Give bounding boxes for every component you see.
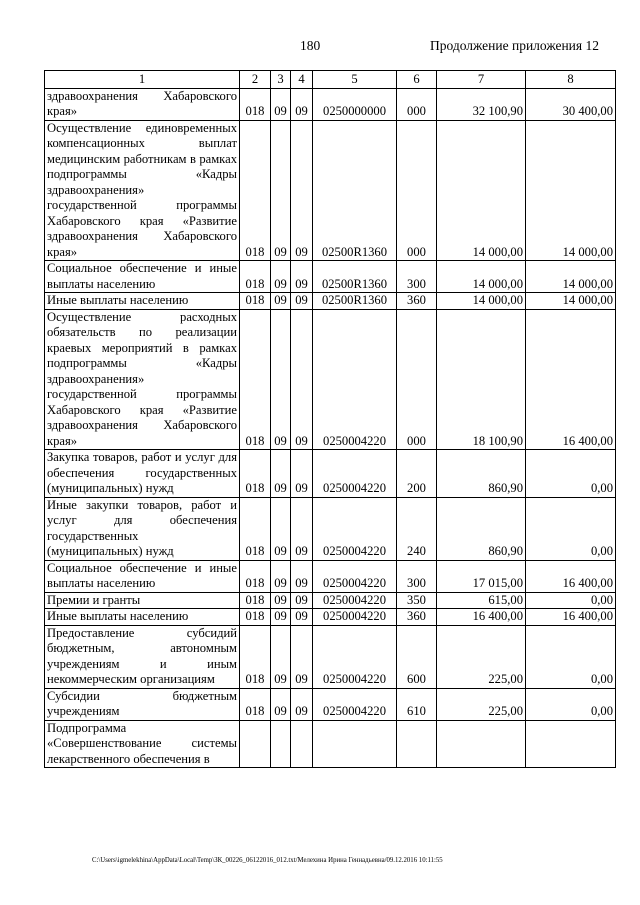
row-name-cell: Социальное обеспечение и иные выплаты населению xyxy=(45,560,240,592)
table-row xyxy=(45,293,616,310)
ministry-code-cell: 018 xyxy=(240,120,271,261)
section-code-cell: 09 xyxy=(271,609,291,626)
ministry-code-cell: 018 xyxy=(240,309,271,450)
subsection-code-cell: 09 xyxy=(291,120,313,261)
subsection-code-cell: 09 xyxy=(291,450,313,498)
amount-cell-col8: 0,00 xyxy=(526,450,616,498)
target-article-cell: 0250004220 xyxy=(313,450,397,498)
row-name-cell: Субсидии бюджетным учреждениям xyxy=(45,688,240,720)
row-name-cell: Иные закупки товаров, работ и услуг для обеспечения государственных (муниципальных) нужд xyxy=(45,497,240,560)
row-name-cell: Премии и гранты xyxy=(45,592,240,609)
subsection-code-cell: 09 xyxy=(291,88,313,120)
target-article-cell: 02500R1360 xyxy=(313,120,397,261)
footer-file-path: C:\Users\igmelekhina\AppData\Local\Temp\ЗК_00226_06122016_012.txt/Мелехина Ирина Геннадьевна/09.12.2016 10:11:55 xyxy=(92,857,443,864)
target-article-cell: 02500R1360 xyxy=(313,293,397,310)
appendix-continuation-label: Продолжение приложения 12 xyxy=(429,38,599,53)
amount-cell-col7: 32 100,90 xyxy=(437,88,526,120)
amount-cell-col7: 225,00 xyxy=(437,688,526,720)
row-name-cell: Закупка товаров, работ и услуг для обеспечения государственных (муниципальных) нужд xyxy=(45,450,240,498)
budget-table xyxy=(44,70,616,768)
row-name-cell: Осуществление единовременных компенсационных выплат медицинским работникам в рамках подпрограммы «Кадры здравоохранения» государственной программы Хабаровского края «Развитие здравоохранения Хабаровского края» xyxy=(45,120,240,261)
target-article-cell: 02500R1360 xyxy=(313,261,397,293)
section-code-cell: 09 xyxy=(271,450,291,498)
table-body xyxy=(45,88,616,768)
table-row xyxy=(45,592,616,609)
page-number: 180 xyxy=(300,38,321,53)
section-code-cell: 09 xyxy=(271,688,291,720)
expense-type-cell: 350 xyxy=(397,592,437,609)
amount-cell-col7: 225,00 xyxy=(437,625,526,688)
amount-cell-col8: 0,00 xyxy=(526,688,616,720)
ministry-code-cell: 018 xyxy=(240,609,271,626)
subsection-code-cell: 09 xyxy=(291,261,313,293)
column-header: 5 xyxy=(313,71,397,89)
expense-type-cell: 300 xyxy=(397,261,437,293)
ministry-code-cell: 018 xyxy=(240,688,271,720)
section-code-cell: 09 xyxy=(271,560,291,592)
column-header: 3 xyxy=(271,71,291,89)
column-header: 1 xyxy=(45,71,240,89)
row-name-cell: Социальное обеспечение и иные выплаты населению xyxy=(45,261,240,293)
table-header-row xyxy=(45,71,616,89)
section-code-cell: 09 xyxy=(271,592,291,609)
amount-cell-col8: 30 400,00 xyxy=(526,88,616,120)
row-name-cell: Осуществление расходных обязательств по реализации краевых мероприятий в рамках подпрограммы «Кадры здравоохранения» государственной программы Хабаровского края «Развитие здравоохранения Хабаровского края» xyxy=(45,309,240,450)
subsection-code-cell: 09 xyxy=(291,688,313,720)
amount-cell-col7: 16 400,00 xyxy=(437,609,526,626)
target-article-cell: 0250000000 xyxy=(313,88,397,120)
amount-cell-col8: 0,00 xyxy=(526,497,616,560)
subsection-code-cell: 09 xyxy=(291,592,313,609)
ministry-code-cell xyxy=(240,720,271,768)
amount-cell-col8: 0,00 xyxy=(526,592,616,609)
table-row xyxy=(45,261,616,293)
subsection-code-cell: 09 xyxy=(291,560,313,592)
amount-cell-col8 xyxy=(526,720,616,768)
table-row xyxy=(45,720,616,768)
ministry-code-cell: 018 xyxy=(240,497,271,560)
table-row xyxy=(45,688,616,720)
expense-type-cell: 300 xyxy=(397,560,437,592)
subsection-code-cell: 09 xyxy=(291,309,313,450)
ministry-code-cell: 018 xyxy=(240,592,271,609)
section-code-cell: 09 xyxy=(271,625,291,688)
section-code-cell: 09 xyxy=(271,293,291,310)
subsection-code-cell: 09 xyxy=(291,497,313,560)
row-name-cell: Иные выплаты населению xyxy=(45,609,240,626)
row-name-cell: Предоставление субсидий бюджетным, автономным учреждениям и иным некоммерческим организациям xyxy=(45,625,240,688)
amount-cell-col8: 14 000,00 xyxy=(526,293,616,310)
expense-type-cell: 000 xyxy=(397,120,437,261)
table-row xyxy=(45,560,616,592)
ministry-code-cell: 018 xyxy=(240,88,271,120)
expense-type-cell: 600 xyxy=(397,625,437,688)
expense-type-cell: 610 xyxy=(397,688,437,720)
expense-type-cell: 000 xyxy=(397,88,437,120)
expense-type-cell: 240 xyxy=(397,497,437,560)
amount-cell-col8: 0,00 xyxy=(526,625,616,688)
expense-type-cell: 360 xyxy=(397,609,437,626)
target-article-cell: 0250004220 xyxy=(313,609,397,626)
row-name-cell: здравоохранения Хабаровского края» xyxy=(45,88,240,120)
amount-cell-col7: 14 000,00 xyxy=(437,120,526,261)
expense-type-cell: 360 xyxy=(397,293,437,310)
target-article-cell: 0250004220 xyxy=(313,309,397,450)
section-code-cell: 09 xyxy=(271,309,291,450)
amount-cell-col8: 14 000,00 xyxy=(526,120,616,261)
table-row xyxy=(45,450,616,498)
amount-cell-col7: 860,90 xyxy=(437,497,526,560)
target-article-cell xyxy=(313,720,397,768)
expense-type-cell xyxy=(397,720,437,768)
amount-cell-col7: 18 100,90 xyxy=(437,309,526,450)
amount-cell-col7: 615,00 xyxy=(437,592,526,609)
table-row xyxy=(45,120,616,261)
row-name-cell: Подпрограмма «Совершенствование системы лекарственного обеспечения в xyxy=(45,720,240,768)
table-row xyxy=(45,309,616,450)
target-article-cell: 0250004220 xyxy=(313,592,397,609)
amount-cell-col8: 16 400,00 xyxy=(526,560,616,592)
section-code-cell xyxy=(271,720,291,768)
ministry-code-cell: 018 xyxy=(240,261,271,293)
ministry-code-cell: 018 xyxy=(240,560,271,592)
column-header: 6 xyxy=(397,71,437,89)
section-code-cell: 09 xyxy=(271,497,291,560)
table-row xyxy=(45,609,616,626)
subsection-code-cell: 09 xyxy=(291,293,313,310)
table-row xyxy=(45,497,616,560)
amount-cell-col7: 14 000,00 xyxy=(437,293,526,310)
amount-cell-col8: 16 400,00 xyxy=(526,309,616,450)
target-article-cell: 0250004220 xyxy=(313,560,397,592)
target-article-cell: 0250004220 xyxy=(313,688,397,720)
column-header: 2 xyxy=(240,71,271,89)
section-code-cell: 09 xyxy=(271,88,291,120)
section-code-cell: 09 xyxy=(271,261,291,293)
subsection-code-cell xyxy=(291,720,313,768)
amount-cell-col8: 16 400,00 xyxy=(526,609,616,626)
column-header: 7 xyxy=(437,71,526,89)
ministry-code-cell: 018 xyxy=(240,450,271,498)
table-row xyxy=(45,88,616,120)
amount-cell-col7: 14 000,00 xyxy=(437,261,526,293)
subsection-code-cell: 09 xyxy=(291,625,313,688)
subsection-code-cell: 09 xyxy=(291,609,313,626)
amount-cell-col7: 860,90 xyxy=(437,450,526,498)
expense-type-cell: 000 xyxy=(397,309,437,450)
target-article-cell: 0250004220 xyxy=(313,497,397,560)
ministry-code-cell: 018 xyxy=(240,293,271,310)
amount-cell-col7: 17 015,00 xyxy=(437,560,526,592)
table-row xyxy=(45,625,616,688)
column-header: 4 xyxy=(291,71,313,89)
target-article-cell: 0250004220 xyxy=(313,625,397,688)
ministry-code-cell: 018 xyxy=(240,625,271,688)
expense-type-cell: 200 xyxy=(397,450,437,498)
amount-cell-col7 xyxy=(437,720,526,768)
row-name-cell: Иные выплаты населению xyxy=(45,293,240,310)
column-header: 8 xyxy=(526,71,616,89)
amount-cell-col8: 14 000,00 xyxy=(526,261,616,293)
section-code-cell: 09 xyxy=(271,120,291,261)
